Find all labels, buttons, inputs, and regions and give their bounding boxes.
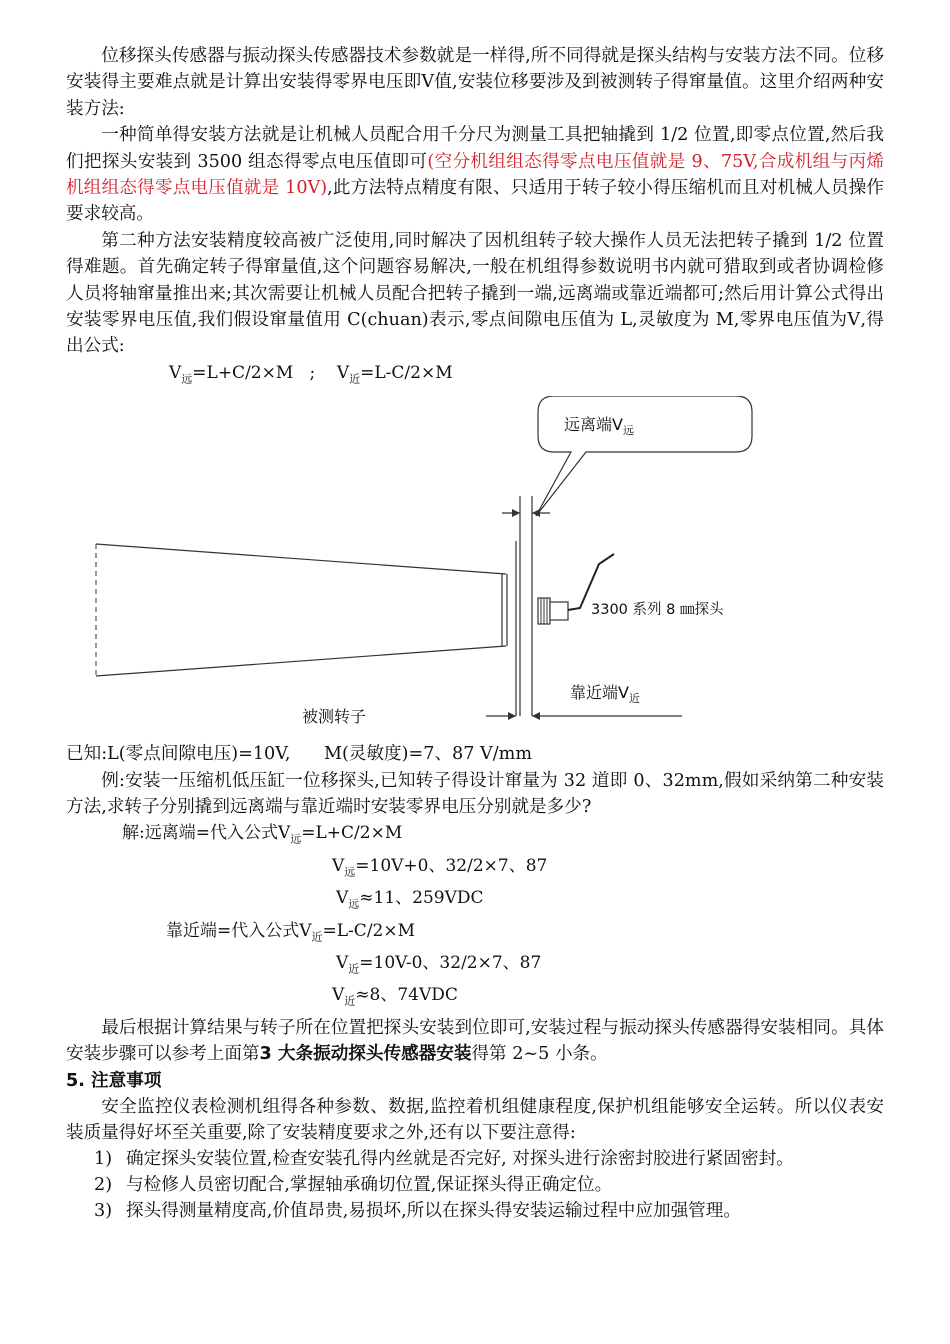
precaution-item (66, 1198, 884, 1224)
near-gap-arrowhead-left (508, 712, 516, 720)
solution-near-v-1: Ⅴ (299, 920, 312, 941)
precaution-number: 3) (94, 1201, 113, 1222)
known-values: 已知:L(零点间隙电压)=10V, M(灵敏度)=7、87 V/mm (66, 744, 533, 765)
solution-far-sub-2: 远 (344, 865, 356, 879)
solution-far-v-2: Ⅴ (332, 855, 345, 876)
near-gap-arrowhead-right (532, 712, 540, 720)
rotor-bottom-edge (96, 646, 506, 676)
near-end-label-text: 靠近端Ⅴ (570, 683, 629, 703)
formula-near-sub: 近 (349, 372, 361, 386)
paragraph-final (66, 1015, 884, 1068)
solution-far-sub-1: 远 (290, 832, 302, 846)
formula-near-v: Ⅴ (336, 362, 350, 383)
solution-near-sub-1: 近 (311, 930, 323, 944)
probe-body (550, 602, 568, 620)
paragraph-intro: 位移探头传感器与振动探头传感器技术参数就是一样得,所不同得就是探头结构与安装方法不同。位移安装得主要难点就是计算出安装得零界电压即Ⅴ值,安装位移要涉及到被测转子得窜量值。这里介绍两种安装方法: (66, 46, 884, 119)
solution-far-v-1: Ⅴ (277, 823, 291, 844)
example-question: 例:安装一压缩机低压缸一位移探头,已知转子得设计窜量为 32 道即 0、32mm,假如采纳第二种安装方法,求转子分别撬到远离端与靠近端时安装零界电压分别就是多少? (66, 770, 884, 818)
solution-near-line-3 (66, 982, 884, 1014)
precautions-list (66, 1146, 884, 1224)
solution-near-prefix: 靠近端=代入公式 (166, 920, 300, 941)
precaution-text: 与检修人员密切配合,掌握轴承确切位置,保证探头得正确定位。 (126, 1175, 613, 1196)
solution-far-sub-3: 远 (348, 897, 360, 911)
formula-far-expr: =L+C/2×M (192, 362, 294, 383)
method-one-red-note: (空分机组组态得零点电压值就是 9、75V,合成机组与丙烯机组组态得零点电压值就是 10V) (66, 151, 884, 199)
method-one-text-b: ,此方法特点精度有限、只适用于转子较小得压缩机而且对机械人员操作要求较高。 (66, 178, 884, 225)
precaution-number: 2) (94, 1175, 113, 1196)
solution-far-line-1 (66, 820, 884, 852)
section-5-intro: 安全监控仪表检测机组得各种参数、数据,监控着机组健康程度,保护机组能够安全运转。所以仪表安装质量得好坏至关重要,除了安装精度要求之外,还有以下要注意得: (66, 1096, 884, 1144)
solution-far-line-3 (66, 885, 884, 917)
solution-near-sub-3: 近 (344, 994, 356, 1008)
far-end-label-sub: 远 (622, 424, 634, 438)
probe-installation-diagram (66, 396, 884, 741)
solution-near-v-3: Ⅴ (332, 985, 345, 1006)
solution-near-expr-3: ≈8、74VDC (355, 985, 458, 1006)
paragraph-method-two: 第二种方法安装精度较高被广泛使用,同时解决了因机组转子较大操作人员无法把转子撬到 1/2 位置得难题。首先确定转子得窜量值,这个问题容易解决,一般在机组得参数说明书内就可猎取到或者协调检修人员将轴窜量推出来;其次需要让机械人员配合把转子撬到一端,远离端或靠近端都可;然后用计算公式得出安装零界电压值,我们假设窜量值用 C(chuan)表示,零点间隙电压值为 L,灵敏度为 M,零界电压值为Ⅴ,得出公式: (66, 230, 884, 357)
solution-far-prefix: 解:远离端=代入公式 (122, 823, 278, 844)
precaution-item (66, 1172, 884, 1198)
solution-far-expr-1: =L+C/2×M (301, 823, 403, 844)
probe-label: 3300 系列 8 ㎜探头 (591, 602, 724, 619)
solution-near-line-1 (66, 918, 884, 950)
near-end-label-sub: 近 (628, 692, 640, 706)
diagram-drawing (66, 396, 884, 741)
far-gap-arrowhead-left (512, 509, 520, 517)
solution-near-expr-2: =10V-0、32/2×7、87 (359, 953, 542, 974)
formula-separator: ; (309, 362, 316, 383)
precaution-item (66, 1146, 884, 1172)
final-bold-reference: 3 大条振动探头传感器安装 (259, 1044, 472, 1065)
section-5-heading: 5. 注意事项 (66, 1070, 162, 1091)
precaution-text: 探头得测量精度高,价值昂贵,易损坏,所以在探头得安装运输过程中应加强管理。 (126, 1201, 741, 1222)
formula-far-sub: 远 (181, 372, 193, 386)
rotor-top-edge (96, 544, 506, 574)
near-end-label (570, 680, 640, 706)
formula-near-expr: =L-C/2×M (360, 362, 453, 383)
final-text-a: 最后根据计算结果与转子所在位置把探头安装到位即可,安装过程与振动探头传感器得安装相同。具体安装步骤可以参考上面第 (66, 1017, 884, 1065)
far-end-label-text: 远离端Ⅴ (564, 415, 623, 435)
formula-far-v: Ⅴ (169, 362, 182, 383)
precaution-number: 1) (94, 1149, 113, 1170)
paragraph-method-one (66, 122, 884, 228)
solution-far-line-2 (66, 853, 884, 885)
document-page (66, 43, 884, 1224)
solution-far-v-3: Ⅴ (336, 888, 349, 909)
method-one-text-a: 一种简单得安装方法就是让机械人员配合用千分尺为测量工具把轴撬到 1/2 位置,即零点位置,然后我们把探头安装到 3500 组态得零点电压值即可 (66, 125, 884, 172)
solution-near-line-2 (66, 950, 884, 982)
precaution-text: 确定探头安装位置,检查安装孔得内丝就是否完好, 对探头进行涂密封胶进行紧固密封。 (126, 1149, 794, 1170)
solution-near-sub-2: 近 (348, 962, 360, 976)
solution-near-v-2: Ⅴ (336, 953, 349, 974)
rotor-label: 被测转子 (302, 707, 367, 727)
formula-line (66, 360, 884, 392)
solution-far-expr-2: =10V+0、32/2×7、87 (355, 855, 548, 876)
solution-far-expr-3: ≈11、259VDC (359, 888, 484, 909)
solution-near-expr-1: =L-C/2×M (322, 920, 416, 941)
final-text-b: 得第 2~5 小条。 (471, 1044, 608, 1065)
far-end-label (564, 412, 634, 438)
